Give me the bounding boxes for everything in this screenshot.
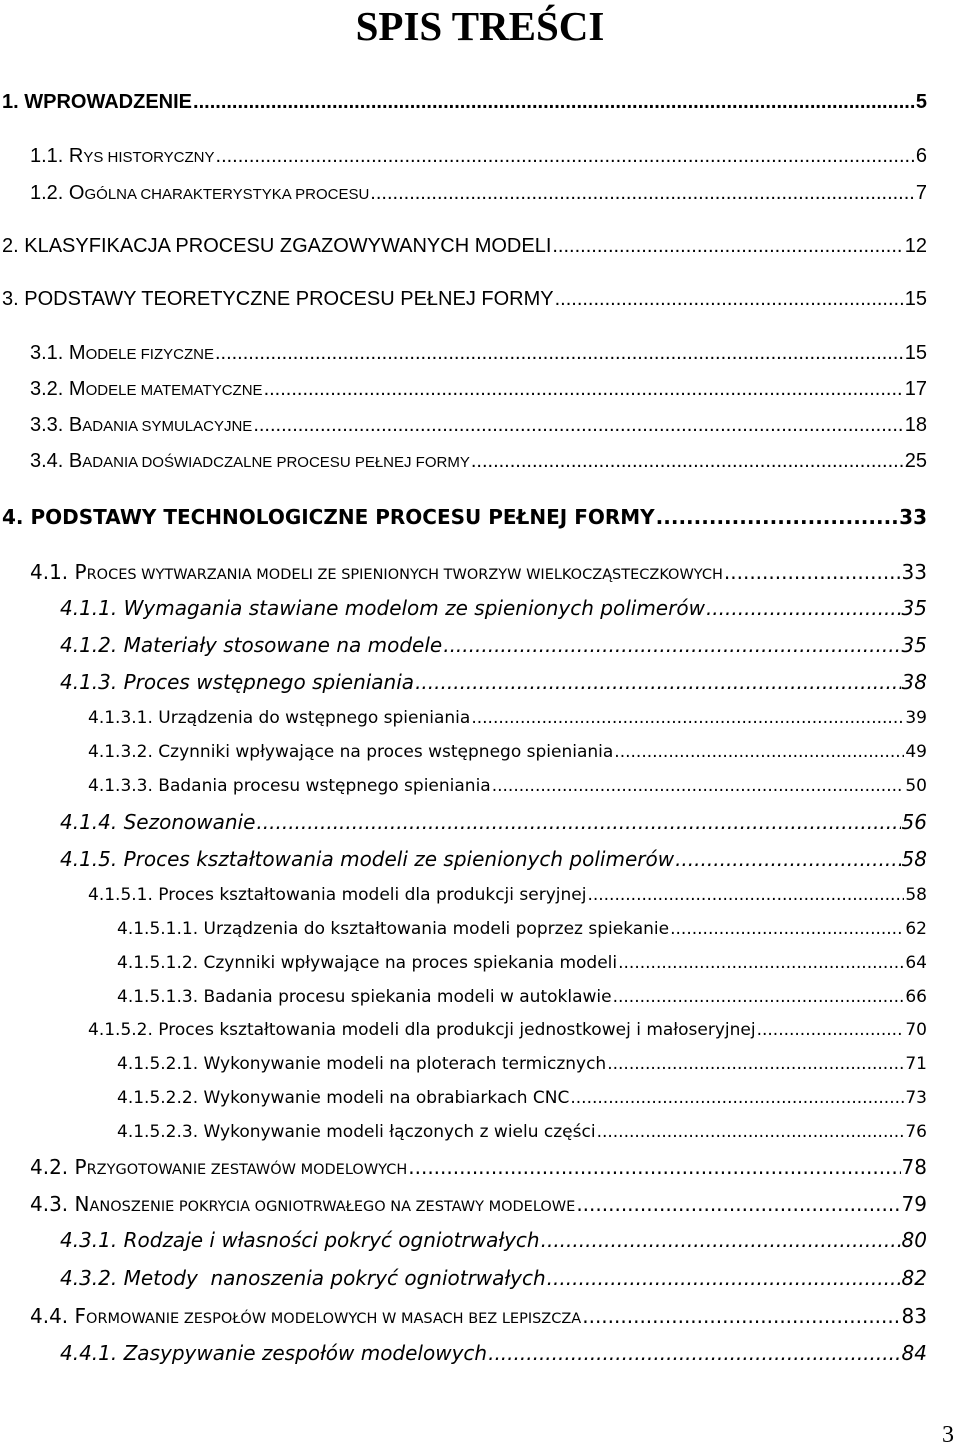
toc-page: 84 xyxy=(901,1341,927,1365)
toc-entry xyxy=(117,987,927,1007)
toc-title: Proces kształtowania modeli dla produkcji jednostkowej i małoseryjnej xyxy=(158,1020,756,1040)
toc-title-cap: M xyxy=(68,342,86,364)
toc-number: 4.1.5.2.1. xyxy=(117,1054,199,1074)
toc-number: 4.1.5.1.3. xyxy=(117,987,199,1007)
toc-number: 4.1.5.1.2. xyxy=(117,953,199,973)
toc-page: 18 xyxy=(904,414,927,436)
toc-page: 66 xyxy=(905,987,927,1007)
toc-leader xyxy=(541,1228,901,1252)
toc-page: 38 xyxy=(901,670,927,694)
toc-page: 58 xyxy=(901,847,927,871)
toc-title: ANOSZENIE POKRYCIA OGNIOTRWAŁEGO NA ZESTAWY MODELOWE xyxy=(89,1199,576,1215)
toc-title-cap: P xyxy=(74,560,87,584)
toc-page: 33 xyxy=(901,560,927,584)
toc-title: Wymagania stawiane modelom ze spienionych polimerów xyxy=(123,596,705,620)
toc-title-cap: B xyxy=(68,414,83,436)
toc-page: 6 xyxy=(915,145,927,167)
toc-title: Wykonywanie modeli na ploterach termicznych xyxy=(203,1054,607,1074)
toc-number: 4.1.5.2.3. xyxy=(117,1122,199,1142)
toc-page: 58 xyxy=(905,885,927,905)
toc-title: ORMOWANIE ZESPOŁÓW MODELOWYCH W MASACH BEZ LEPISZCZA xyxy=(86,1311,582,1327)
toc-number: 2. xyxy=(2,235,19,257)
toc-leader xyxy=(757,1020,905,1040)
toc-title: Wykonywanie modeli łączonych z wielu części xyxy=(203,1122,596,1142)
toc-number: 3.4. xyxy=(30,450,64,472)
toc-number: 1.2. xyxy=(30,182,64,204)
toc-page: 15 xyxy=(904,288,927,310)
toc-page: 35 xyxy=(901,596,927,620)
toc-title: RZYGOTOWANIE ZESTAWÓW MODELOWYCH xyxy=(86,1162,408,1178)
toc-leader xyxy=(215,342,904,365)
toc-title: GÓLNA CHARAKTERYSTYKA PROCESU xyxy=(84,186,370,203)
toc-title: Czynniki wpływające na proces wstępnego spieniania xyxy=(158,742,614,762)
toc-page: 5 xyxy=(915,91,927,113)
toc-leader xyxy=(408,1155,900,1179)
toc-leader xyxy=(656,505,899,529)
toc-entry xyxy=(30,378,927,401)
toc-page: 33 xyxy=(899,505,927,529)
toc-number: 3. xyxy=(2,288,19,310)
toc-leader xyxy=(706,596,901,620)
toc-page: 25 xyxy=(904,450,927,472)
toc-leader xyxy=(618,953,904,973)
toc-page: 71 xyxy=(905,1054,927,1074)
toc-title: Sezonowanie xyxy=(123,810,256,834)
toc-entry xyxy=(2,91,927,114)
toc-title: Badania procesu wstępnego spieniania xyxy=(158,776,491,796)
toc-page: 73 xyxy=(905,1088,927,1108)
toc-title: Proces wstępnego spieniania xyxy=(123,670,415,694)
toc-entry xyxy=(2,505,927,529)
toc-number: 4.1.5.1. xyxy=(88,885,153,905)
toc-page: 12 xyxy=(904,235,927,257)
toc-entry xyxy=(60,1266,927,1290)
toc-number: 3.3. xyxy=(30,414,64,436)
toc-title: PODSTAWY TECHNOLOGICZNE PROCESU PEŁNEJ FORMY xyxy=(30,505,655,529)
toc-leader xyxy=(471,708,904,728)
toc-entry xyxy=(2,288,927,311)
toc-page: 82 xyxy=(901,1266,927,1290)
toc-number: 4.1.3. xyxy=(60,670,118,694)
toc-title: KLASYFIKACJA PROCESU ZGAZOWYWANYCH MODELI xyxy=(24,235,552,257)
toc-leader xyxy=(415,670,900,694)
toc-entry xyxy=(30,1192,927,1216)
toc-leader xyxy=(552,235,903,258)
document-title: SPIS TREŚCI xyxy=(355,3,605,49)
toc-entry xyxy=(88,708,927,728)
toc-page: 15 xyxy=(904,342,927,364)
toc-title-cap: B xyxy=(68,450,83,472)
toc-page: 79 xyxy=(901,1192,927,1216)
toc-title: Proces kształtowania modeli dla produkcji seryjnej xyxy=(158,885,587,905)
toc-entry xyxy=(60,847,927,871)
toc-page: 76 xyxy=(905,1122,927,1142)
toc-title: Urządzenia do kształtowania modeli poprzez spiekanie xyxy=(203,919,670,939)
toc-leader xyxy=(670,919,904,939)
toc-entry xyxy=(30,1304,927,1328)
toc-entry xyxy=(117,1088,927,1108)
page-number: 3 xyxy=(942,1422,954,1448)
toc-page: 64 xyxy=(905,953,927,973)
toc-leader xyxy=(216,145,915,168)
toc-page: 80 xyxy=(901,1228,927,1252)
toc-number: 4.2. xyxy=(30,1155,69,1179)
toc-entry xyxy=(60,596,927,620)
toc-title: Materiały stosowane na modele xyxy=(123,633,443,657)
toc-number: 4. xyxy=(2,505,24,529)
toc-entry xyxy=(60,633,927,657)
toc-title: PODSTAWY TEORETYCZNE PROCESU PEŁNEJ FORMY xyxy=(24,288,554,310)
toc-page: 39 xyxy=(905,708,927,728)
toc-leader xyxy=(547,1266,901,1290)
toc-page: 7 xyxy=(915,182,927,204)
toc-page: 49 xyxy=(905,742,927,762)
toc-title: Badania procesu spiekania modeli w autoklawie xyxy=(203,987,612,1007)
toc-entry xyxy=(88,742,927,762)
toc-entry xyxy=(117,919,927,939)
toc-title: Wykonywanie modeli na obrabiarkach CNC xyxy=(203,1088,570,1108)
toc-number: 4.3.2. xyxy=(60,1266,118,1290)
toc-number: 4.1.4. xyxy=(60,810,118,834)
toc-entry xyxy=(2,235,927,258)
toc-entry xyxy=(30,145,927,168)
toc-page: 50 xyxy=(905,776,927,796)
toc-leader xyxy=(471,450,904,473)
toc-number: 4.4.1. xyxy=(60,1341,118,1365)
toc-entry xyxy=(60,1228,927,1252)
toc-entry xyxy=(60,670,927,694)
toc-leader xyxy=(587,885,904,905)
toc-leader xyxy=(576,1192,900,1216)
toc-leader xyxy=(370,182,915,205)
toc-page: 70 xyxy=(905,1020,927,1040)
toc-number: 4.4. xyxy=(30,1304,69,1328)
toc-leader xyxy=(614,742,904,762)
toc-number: 1. xyxy=(2,91,19,113)
toc-title: Zasypywanie zespołów modelowych xyxy=(123,1341,488,1365)
toc-title: Proces kształtowania modeli ze spienionych polimerów xyxy=(123,847,675,871)
toc-number: 4.1.5.2.2. xyxy=(117,1088,199,1108)
toc-number: 4.1.3.1. xyxy=(88,708,153,728)
toc-leader xyxy=(443,633,900,657)
toc-number: 4.3. xyxy=(30,1192,69,1216)
toc-number: 3.2. xyxy=(30,378,64,400)
toc-entry xyxy=(60,1341,927,1365)
toc-leader xyxy=(555,288,904,311)
toc-title-cap: O xyxy=(68,182,85,204)
toc-entry xyxy=(60,810,927,834)
toc-number: 3.1. xyxy=(30,342,64,364)
toc-page: 62 xyxy=(905,919,927,939)
toc-entry xyxy=(30,182,927,205)
toc-title: ROCES WYTWARZANIA MODELI ZE SPIENIONYCH TWORZYW WIELKOCZĄSTECZKOWYCH xyxy=(86,567,723,583)
toc-entry xyxy=(88,885,927,905)
toc-entry xyxy=(117,953,927,973)
toc-leader xyxy=(582,1304,900,1328)
toc-entry xyxy=(30,342,927,365)
toc-page: 83 xyxy=(901,1304,927,1328)
toc-entry xyxy=(30,450,927,473)
toc-number: 4.1.5.1.1. xyxy=(117,919,199,939)
toc-entry xyxy=(30,414,927,437)
toc-title-cap: F xyxy=(74,1304,87,1328)
toc-title: ADANIA SYMULACYJNE xyxy=(82,418,253,435)
toc-number: 4.1.3.3. xyxy=(88,776,153,796)
toc-entry xyxy=(88,776,927,796)
toc-number: 4.1.1. xyxy=(60,596,118,620)
toc-number: 1.1. xyxy=(30,145,64,167)
toc-page: 56 xyxy=(901,810,927,834)
toc-leader xyxy=(724,560,901,584)
toc-leader xyxy=(570,1088,904,1108)
toc-title-cap: R xyxy=(68,145,84,167)
toc-leader xyxy=(607,1054,904,1074)
toc-leader xyxy=(256,810,900,834)
toc-leader xyxy=(488,1341,900,1365)
toc-entry xyxy=(88,1020,927,1040)
toc-leader xyxy=(675,847,900,871)
toc-title: YS HISTORYCZNY xyxy=(83,149,215,166)
toc-entry xyxy=(117,1054,927,1074)
toc-number: 4.1. xyxy=(30,560,69,584)
toc-number: 4.1.2. xyxy=(60,633,118,657)
toc-number: 4.3.1. xyxy=(60,1228,118,1252)
toc-page: 35 xyxy=(901,633,927,657)
toc-title: Rodzaje i własności pokryć ogniotrwałych xyxy=(123,1228,540,1252)
toc-leader xyxy=(253,414,903,437)
toc-page: 17 xyxy=(904,378,927,400)
toc-title: Metody nanoszenia pokryć ogniotrwałych xyxy=(123,1266,546,1290)
toc-entry xyxy=(30,1155,927,1179)
toc-page: 78 xyxy=(901,1155,927,1179)
toc-leader xyxy=(597,1122,905,1142)
toc-leader xyxy=(613,987,905,1007)
toc-title: Urządzenia do wstępnego spieniania xyxy=(158,708,471,728)
toc-title: ADANIA DOŚWIADCZALNE PROCESU PEŁNEJ FORMY xyxy=(82,454,470,471)
toc-leader xyxy=(264,378,904,401)
toc-number: 4.1.3.2. xyxy=(88,742,153,762)
toc-leader xyxy=(492,776,905,796)
toc-leader xyxy=(193,91,915,114)
toc-title-cap: P xyxy=(74,1155,87,1179)
toc-title: ODELE MATEMATYCZNE xyxy=(85,382,263,399)
toc-title: ODELE FIZYCZNE xyxy=(85,346,214,363)
toc-title: Czynniki wpływające na proces spiekania modeli xyxy=(203,953,618,973)
toc-title: WPROWADZENIE xyxy=(24,91,193,113)
toc-entry xyxy=(30,560,927,584)
toc-title-cap: N xyxy=(74,1192,90,1216)
toc-number: 4.1.5. xyxy=(60,847,118,871)
toc-title-cap: M xyxy=(68,378,86,400)
toc-entry xyxy=(117,1122,927,1142)
toc-number: 4.1.5.2. xyxy=(88,1020,153,1040)
